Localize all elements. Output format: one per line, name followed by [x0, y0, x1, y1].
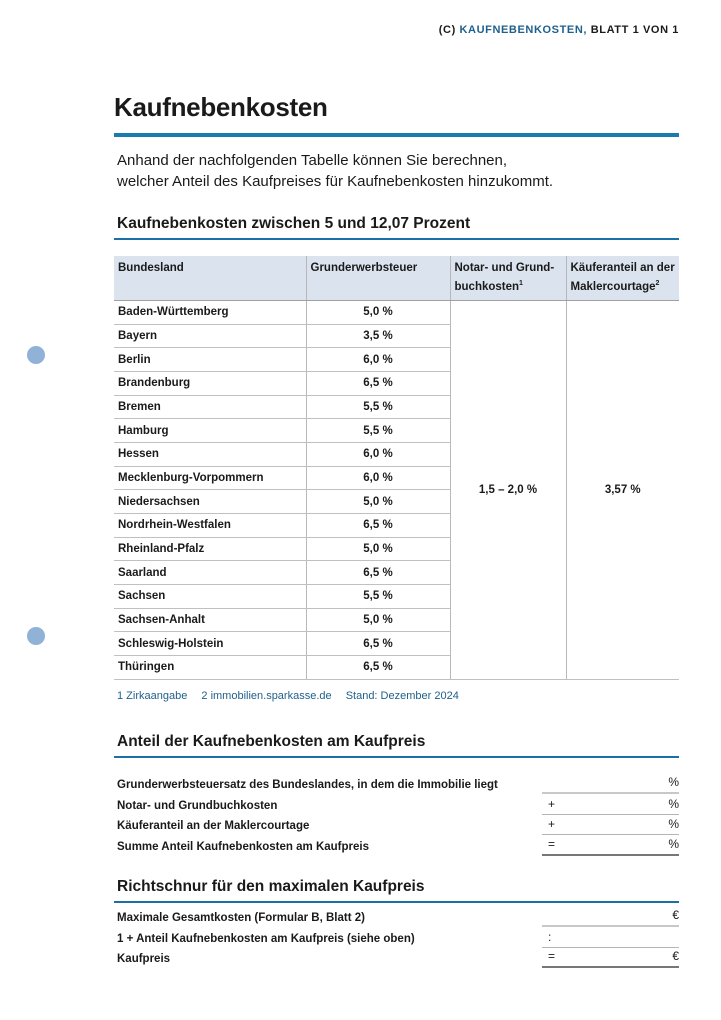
state-cell: Mecklenburg-Vorpommern [114, 466, 306, 490]
percent-unit: % [668, 836, 679, 851]
footnote-ref-1: 1 [519, 280, 523, 287]
notary-cost-cell: 1,5 – 2,0 % [450, 300, 566, 679]
rates-section [114, 215, 679, 702]
percent-unit: % [668, 796, 679, 811]
share-section-title: Anteil der Kaufnebenkosten am Kaufpreis [117, 732, 426, 750]
calc-label: Grunderwerbsteuersatz des Bundeslandes, in dem die Immobilie liegt [117, 779, 498, 792]
divide-operator: : [548, 929, 552, 944]
price-calculation [114, 907, 679, 969]
calc-label: Käuferanteil an der Maklercourtage [117, 820, 310, 833]
plus-operator: + [548, 796, 556, 811]
divisor-input[interactable] [542, 927, 679, 948]
tax-cell: 6,5 % [306, 514, 450, 538]
calc-row-max-total [114, 907, 679, 928]
euro-unit: € [672, 908, 679, 923]
euro-unit: € [672, 949, 679, 964]
table-row [114, 300, 679, 324]
footnote-2: 2 immobilien.sparkasse.de [201, 689, 332, 702]
column-header-state: Bundesland [114, 256, 306, 300]
column-header-notary: Notar- und Grund- buchkosten$^1$ [450, 256, 566, 300]
calc-row-notary [114, 794, 679, 815]
intro-text [114, 150, 679, 192]
share-calculation [114, 774, 679, 856]
calc-label: Maximale Gesamtkosten (Formular B, Blatt 2) [117, 912, 365, 925]
tax-cell: 6,0 % [306, 442, 450, 466]
state-cell: Hessen [114, 442, 306, 466]
notary-cost-input[interactable] [542, 794, 679, 815]
calc-row-tax-rate [114, 774, 679, 795]
footnote-ref-2: 2 [655, 280, 660, 287]
price-section [114, 878, 679, 969]
tax-cell: 5,0 % [306, 300, 450, 324]
state-cell: Thüringen [114, 656, 306, 680]
calc-label: Kaufpreis [117, 953, 171, 966]
state-cell: Nordrhein-Westfalen [114, 514, 306, 538]
section-divider [114, 756, 679, 758]
column-header-broker: Käuferanteil an der Maklercourtage$^2$ [566, 256, 679, 300]
rates-section-title: Kaufnebenkosten zwischen 5 und 12,07 Prozent [117, 215, 471, 232]
title-divider [114, 133, 679, 137]
state-cell: Rheinland-Pfalz [114, 537, 306, 561]
tax-cell: 5,0 % [306, 537, 450, 561]
intro-line-1: Anhand der nachfolgenden Tabelle können Sie berechnen, [117, 152, 508, 169]
tax-cell: 5,5 % [306, 419, 450, 443]
punch-hole-top [27, 346, 45, 364]
equals-operator: = [548, 836, 556, 851]
calc-row-broker [114, 815, 679, 836]
max-total-input[interactable] [542, 907, 679, 928]
intro-line-2: welcher Anteil des Kaufpreises für Kaufnebenkosten hinzukommt. [117, 173, 554, 190]
percent-unit: % [668, 817, 679, 832]
page-header [439, 24, 679, 36]
broker-share-input[interactable] [542, 815, 679, 836]
punch-hole-bottom [27, 627, 45, 645]
table-footnotes [114, 690, 679, 702]
state-cell: Schleswig-Holstein [114, 632, 306, 656]
state-cell: Bayern [114, 324, 306, 348]
percent-unit: % [668, 775, 679, 790]
tax-cell: 5,5 % [306, 395, 450, 419]
rates-table [114, 256, 679, 680]
stand-date: Stand: Dezember 2024 [345, 689, 459, 702]
section-divider [114, 238, 679, 240]
state-cell: Sachsen [114, 585, 306, 609]
calc-label: Summe Anteil Kaufnebenkosten am Kaufpreis [117, 840, 369, 853]
page-title: Kaufnebenkosten [114, 92, 328, 122]
calc-row-sum [114, 835, 679, 856]
state-cell: Brandenburg [114, 371, 306, 395]
state-cell: Niedersachsen [114, 490, 306, 514]
footnote-1: 1 Zirkaangabe [117, 689, 188, 702]
calc-row-purchase-price [114, 948, 679, 969]
section-divider [114, 901, 679, 903]
tax-cell: 6,5 % [306, 632, 450, 656]
sum-share-input[interactable] [542, 835, 679, 856]
tax-cell: 5,0 % [306, 490, 450, 514]
document-body [114, 92, 679, 968]
price-section-title: Richtschnur für den maximalen Kaufpreis [117, 877, 425, 895]
purchase-price-input[interactable] [542, 948, 679, 969]
tax-cell: 6,0 % [306, 466, 450, 490]
tax-cell: 3,5 % [306, 324, 450, 348]
tax-cell: 5,5 % [306, 585, 450, 609]
tax-cell: 6,5 % [306, 371, 450, 395]
tax-cell: 5,0 % [306, 608, 450, 632]
tax-cell: 6,5 % [306, 561, 450, 585]
state-cell: Saarland [114, 561, 306, 585]
state-cell: Berlin [114, 348, 306, 372]
calc-label: Notar- und Grundbuchkosten [117, 799, 278, 812]
broker-share-cell: 3,57 % [566, 300, 679, 679]
tax-cell: 6,0 % [306, 348, 450, 372]
header-section: KAUFNEBENKOSTEN, [459, 24, 588, 36]
plus-operator: + [548, 817, 556, 832]
column-header-tax: Grunderwerbsteuer [306, 256, 450, 300]
header-prefix: (C) [438, 24, 456, 36]
table-header-row [114, 256, 679, 300]
share-section [114, 733, 679, 856]
state-cell: Baden-Württemberg [114, 300, 306, 324]
equals-operator: = [548, 949, 556, 964]
state-cell: Bremen [114, 395, 306, 419]
header-sheet: BLATT 1 VON 1 [590, 24, 679, 36]
tax-rate-input[interactable] [542, 774, 679, 795]
state-cell: Sachsen-Anhalt [114, 608, 306, 632]
tax-cell: 6,5 % [306, 656, 450, 680]
state-cell: Hamburg [114, 419, 306, 443]
calc-label: 1 + Anteil Kaufnebenkosten am Kaufpreis (siehe oben) [117, 932, 415, 945]
calc-row-divisor [114, 927, 679, 948]
